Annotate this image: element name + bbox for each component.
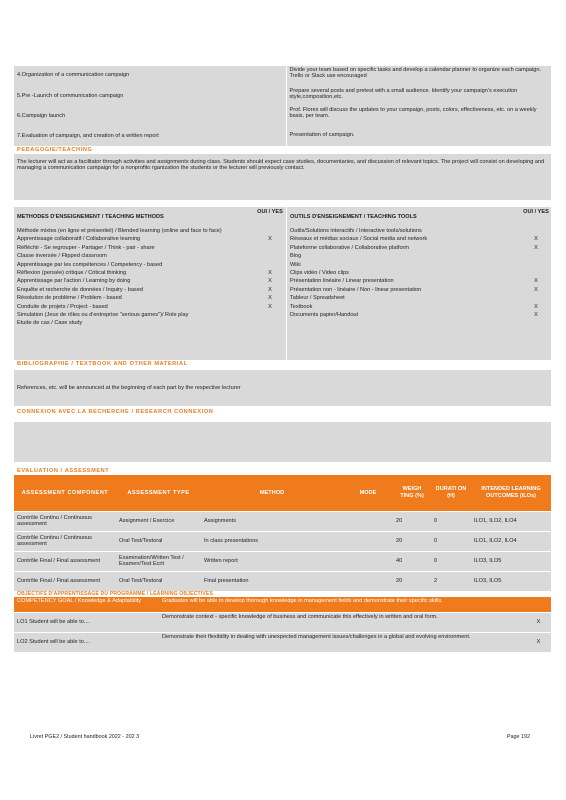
right-item-mark <box>520 252 552 260</box>
left-item <box>14 252 286 260</box>
right-item-label: Wiki <box>290 261 301 268</box>
evaluation-row <box>14 511 551 531</box>
left-item-label: Apprentissage par les compétences / Competency - based <box>17 261 163 268</box>
right-item-mark <box>520 227 552 235</box>
right-item-label: Blog <box>290 253 302 260</box>
evaluation-cell-method: Assignments <box>204 517 237 524</box>
left-item-mark: X <box>268 286 272 293</box>
left-item <box>14 286 286 294</box>
left-item-label: Réflexion (pensée) critique / Critical thinking <box>17 270 127 277</box>
right-item-mark: X <box>534 286 538 293</box>
evaluation-row <box>14 551 551 571</box>
methods-header <box>14 207 286 227</box>
schedule-desc: Prepare several posts and pretest with a small audience. Identify your campaign's execution style,composition,etc. <box>289 88 518 101</box>
evaluation-cell-mode <box>343 571 393 591</box>
evaluation-cell-mode <box>343 531 393 551</box>
pedagogie-text: The lecturer will act as a facilitator through activities and assignments during class. Students should expect case studies, documentaries, and discussion of relevant topics. The project will consist on developing and managing a communication campaign for a nonprofito rganization the students or the lecturer will previously contact. <box>14 154 551 200</box>
left-item-mark <box>254 252 286 260</box>
evaluation-cell-mode <box>343 511 393 531</box>
bibliography-text: References, etc. will be announced at the beginning of each part by the respective lecturer <box>14 370 551 406</box>
left-item-label: Méthode mixtes (en ligne et présentiel) / Blended learning (online and face to face) <box>17 228 222 234</box>
learning-objective-text: Demonstrate context - specific knowledge of business and communicate this effectively in written and oral form. <box>162 614 438 620</box>
right-item <box>287 277 552 285</box>
schedule-row: 7.Evaluation of campaign, and creation of a written report <box>17 133 159 139</box>
left-item <box>14 277 286 285</box>
page-content <box>14 66 551 652</box>
right-item-mark <box>520 269 552 277</box>
evaluation-cell-method: Written report <box>204 557 238 564</box>
left-item-mark: X <box>268 236 272 243</box>
left-item-mark <box>254 311 286 319</box>
methods-header-label: METHODES D'ENSEIGNEMENT / TEACHING METHODS <box>17 214 164 220</box>
left-item <box>14 303 286 311</box>
left-item <box>14 294 286 302</box>
evaluation-cell-duration: 0 <box>434 537 438 544</box>
competency-goal-text: Graduates will be able to develop thorough knowledge in management fields and demonstrate their specific skills. <box>162 598 443 604</box>
evaluation-cell-component: Contrôle Continu / Continuous assessment <box>17 534 92 547</box>
evaluation-cell-duration: 2 <box>434 578 438 585</box>
evaluation-cell-ilo: ILO3, ILO5 <box>474 557 502 564</box>
right-item <box>287 244 552 252</box>
left-item-mark: X <box>268 278 272 285</box>
left-item-label: Apprentissage par l'action / Learning by doing <box>17 278 131 285</box>
methods-column <box>14 207 287 360</box>
tools-list <box>287 227 552 319</box>
evaluation-cell-weight: 40 <box>396 557 403 564</box>
left-item-label: Apprentissage collaboratif / Collaborative learning <box>17 236 141 243</box>
evaluation-cell-duration: 0 <box>434 517 438 524</box>
evaluation-title: EVALUATION / ASSESSMENT <box>17 468 110 474</box>
page-footer <box>30 734 530 740</box>
right-item <box>287 311 552 319</box>
schedule-desc: Presentation of campaign. <box>289 132 355 138</box>
evaluation-cell-component: Contrôle Final / Final assessment <box>17 578 101 585</box>
left-item-label: Enquête et recherche de données / Inquiry - based <box>17 286 143 293</box>
tools-column <box>287 207 552 360</box>
methods-yes-header: OUI / YES <box>257 209 283 215</box>
evaluation-cell-weight: 20 <box>396 537 403 544</box>
right-item-label: Outils/Solutions interactifs / Interactive tools/solutions <box>290 228 422 234</box>
research-title: CONNEXION AVEC LA RECHERCHE / RESEARCH CONNEXION <box>17 409 214 415</box>
left-item <box>14 269 286 277</box>
learning-objective-text: Demonstrate their flexibility in dealing with unexpected management issues/challenges in a global and evolving environment. <box>162 634 471 640</box>
evaluation-cell-ilo: ILO3, ILO5 <box>474 578 502 585</box>
evaluation-cell-component: Contrôle Continu / Continuous assessment <box>17 514 92 527</box>
evaluation-cell-type: Oral Test/Testoral <box>119 578 163 585</box>
left-item-mark <box>254 244 286 252</box>
right-item-mark: X <box>534 278 538 285</box>
methods-tools-table <box>14 207 551 360</box>
col-method: METHOD <box>259 489 285 496</box>
left-item <box>14 319 286 327</box>
learning-objective-mark: X <box>536 619 541 625</box>
evaluation-cell-type: Oral Test/Testoral <box>119 537 163 544</box>
evaluation-cell-type: Examination/Written Test / Examen/Test Ecrit <box>119 554 184 567</box>
right-item-mark: X <box>534 236 538 243</box>
right-item <box>287 227 552 235</box>
right-item <box>287 235 552 243</box>
tools-header-label: OUTILS D'ENSEIGNEMENT / TEACHING TOOLS <box>290 214 417 220</box>
methods-list <box>14 227 286 328</box>
schedule-desc: Divide your team based on specific tasks and develop a calendar planner to organize each campaign. Trello or Slack use encouraged <box>289 67 542 80</box>
col-type: ASSESSMENT TYPE <box>127 489 190 496</box>
footer-handbook: Livret PGE2 / Student handbook 2022 - 202 3 <box>30 734 140 740</box>
right-item <box>287 261 552 269</box>
tools-header <box>287 207 552 227</box>
right-item <box>287 303 552 311</box>
schedule-row: 5.Pre -Launch of communication campaign <box>17 93 124 99</box>
right-item <box>287 252 552 260</box>
left-item <box>14 261 286 269</box>
evaluation-table <box>14 475 551 591</box>
right-item <box>287 294 552 302</box>
right-item <box>287 269 552 277</box>
left-item-label: Réfléchir - Se regrouper - Partager / Think - pair - share <box>17 244 155 251</box>
evaluation-cell-method: In class presentations <box>204 537 259 544</box>
right-item-label: Textbook <box>290 303 313 310</box>
right-item-mark: X <box>534 303 538 310</box>
right-item-mark: X <box>534 244 538 251</box>
right-item-label: Réseaux et médias sociaux / Social media and network <box>290 236 428 243</box>
left-item-mark <box>254 227 286 235</box>
col-mode: MODE <box>359 489 377 496</box>
left-item-mark: X <box>268 270 272 277</box>
right-item-label: Plateforme collaborative / Collaborative platform <box>290 244 410 251</box>
col-weight: WEIGH TING (%) <box>400 486 424 499</box>
right-item-mark <box>520 261 552 269</box>
right-item-label: Tableur / Spreadsheet <box>290 295 345 302</box>
left-item-mark <box>254 261 286 269</box>
left-item-label: Classe inversée / Flipped classroom <box>17 253 107 260</box>
col-ilo: INTENDED LEARNING OUTCOMES (ILOs) <box>481 486 541 499</box>
schedule-right <box>287 66 552 146</box>
learning-objective-row <box>14 632 551 652</box>
left-item-mark: X <box>268 303 272 310</box>
evaluation-cell-weight: 20 <box>396 517 403 524</box>
learning-objective-id: LO2 Student will be able to.... <box>17 639 91 645</box>
right-item-label: Clips vidéo / Video clips <box>290 270 349 277</box>
competency-goal-row <box>14 597 551 612</box>
right-item-label: Présentation linéaire / Linear presentation <box>290 278 394 285</box>
left-item <box>14 235 286 243</box>
footer-page-number: Page 192 <box>506 734 530 740</box>
left-item-label: Simulation (Jeux de rôles ou d'entreprise "serious games")/ Role play <box>17 312 189 319</box>
evaluation-row <box>14 531 551 551</box>
research-text <box>14 422 551 462</box>
evaluation-cell-type: Assignment / Exercice <box>119 517 175 524</box>
evaluation-body <box>14 511 551 591</box>
schedule-desc: Prof. Flores will discuss the updates to your campaign, posts, colors, effectiveness, etc. on a weekly basis, per team. <box>289 107 537 120</box>
left-item <box>14 227 286 235</box>
left-item-mark: X <box>268 295 272 302</box>
bibliography-title: BIBLIOGRAPHIE / TEXTBOOK AND OTHER MATERIAL <box>17 361 188 367</box>
right-item-label: Présentation non - linéaire / Non - linear presentation <box>290 286 422 293</box>
col-duration: DURATI ON (H) <box>435 486 467 499</box>
tools-yes-header: OUI / YES <box>523 209 549 215</box>
left-item <box>14 311 286 319</box>
right-item-mark: X <box>534 312 538 319</box>
right-item <box>287 286 552 294</box>
learning-objective-row <box>14 612 551 632</box>
evaluation-cell-ilo: ILO1, ILO2, ILO4 <box>474 517 517 524</box>
evaluation-header-row <box>14 475 551 511</box>
left-item-label: Conduite de projets / Project - based <box>17 303 108 310</box>
left-item-label: Etude de cas / Case study <box>17 320 83 327</box>
schedule-table <box>14 66 551 146</box>
evaluation-cell-duration: 0 <box>434 557 438 564</box>
pedagogie-title: PEDAGOGIE/TEACHING <box>17 147 93 153</box>
competency-goal-label: COMPETENCY GOAL / Knowledge & Adaptability <box>17 598 142 604</box>
evaluation-cell-ilo: ILO1, ILO2, ILO4 <box>474 537 517 544</box>
learning-objectives <box>14 612 551 652</box>
schedule-row: 6.Campaign launch <box>17 113 66 119</box>
learning-objective-id: LO1 Student will be able to.... <box>17 619 91 625</box>
schedule-row: 4.Organization of a communication campaign <box>17 72 130 78</box>
left-item-label: Résolution de problème / Problem - based <box>17 295 122 302</box>
evaluation-row <box>14 571 551 591</box>
objectives-title: OBJECTIFS D'APPRENTISSAGE DU PROGRAMME / LEARNING OBJECTIVES <box>17 591 213 597</box>
right-item-mark <box>520 294 552 302</box>
right-item-label: Documents papier/Handout <box>290 312 359 319</box>
evaluation-cell-weight: 20 <box>396 578 403 585</box>
learning-objective-mark: X <box>536 639 541 645</box>
left-item <box>14 244 286 252</box>
schedule-left <box>14 66 287 146</box>
col-component: ASSESSMENT COMPONENT <box>21 489 109 496</box>
evaluation-cell-component: Contrôle Final / Final assessment <box>17 557 101 564</box>
evaluation-cell-method: Final presentation <box>204 578 249 585</box>
left-item-mark <box>254 319 286 327</box>
evaluation-cell-mode <box>343 551 393 571</box>
